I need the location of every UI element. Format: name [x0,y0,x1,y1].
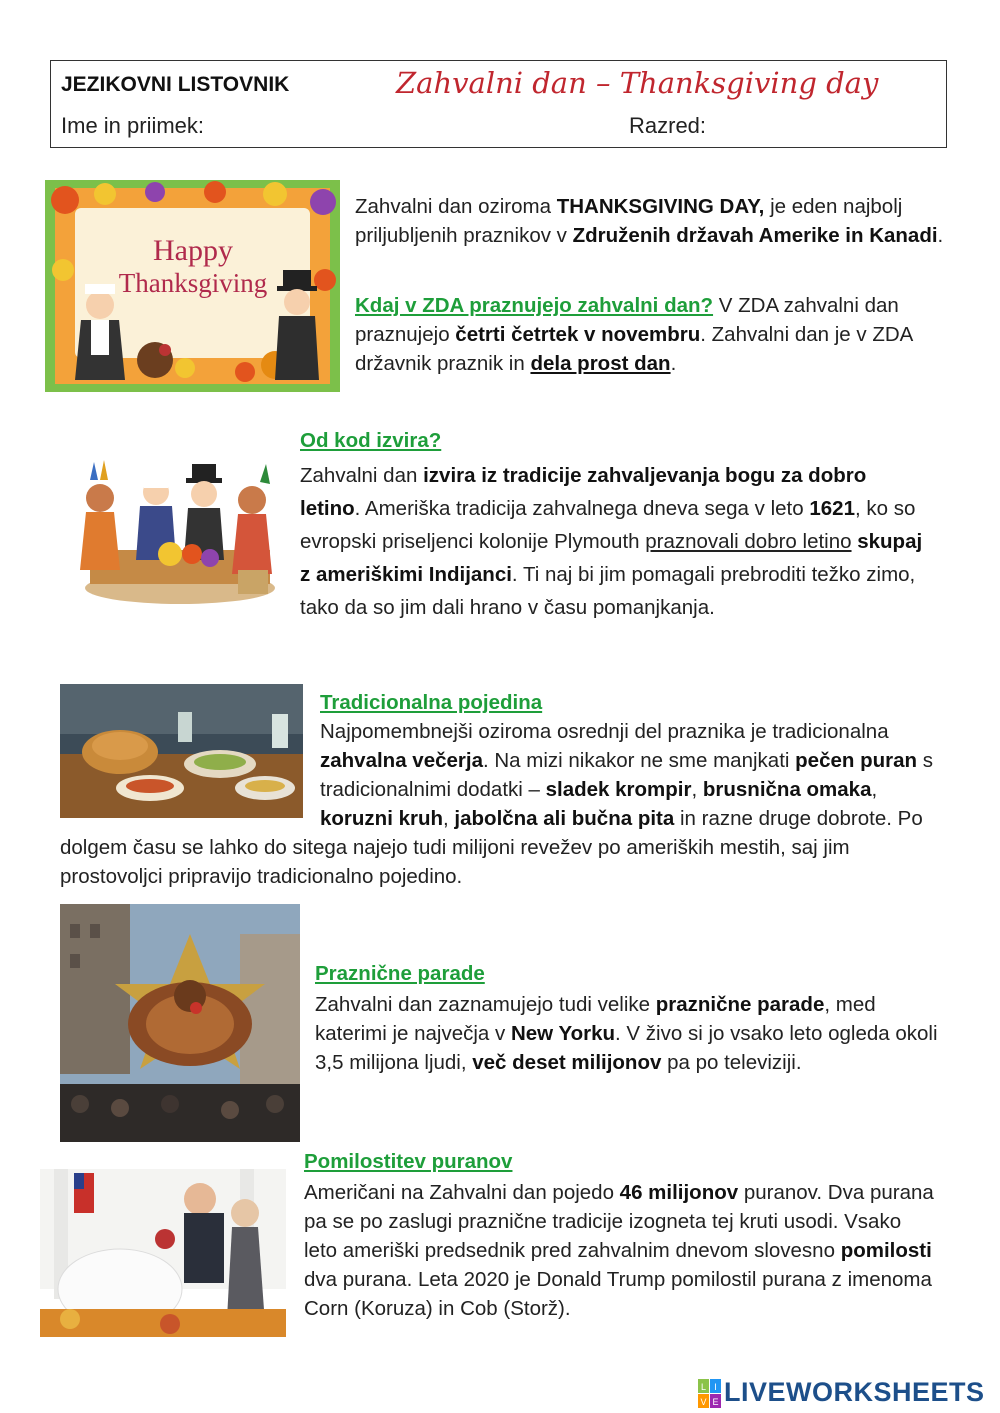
section-heading-parade: Praznične parade [315,962,485,985]
logo-letter-e: E [712,1397,719,1407]
name-field-label: Ime in priimek: [61,113,205,138]
logo-letter-i: I [714,1382,717,1392]
parade-paragraph: Zahvalni dan zaznamujejo tudi velike praznične parade, med katerimi je največja v New Yorku. V živo si jo vsako leto ogleda okoli 3,5 milijona ljudi, več deset milijonov pa po televiziji. [315,993,938,1074]
intro-paragraph: Zahvalni dan oziroma THANKSGIVING DAY, je eden najbolj priljubljenih praznikov v Združenih državah Amerike in Kanadi. [355,195,944,247]
logo-letter-l: L [700,1382,707,1392]
section-heading-meal: Tradicionalna pojedina [320,691,543,714]
liveworksheets-logo[interactable] [698,1377,994,1411]
pardon-paragraph: Američani na Zahvalni dan pojedo 46 milijonov puranov. Dva purana pa se po zaslugi praznične tradicije izogneta tej kruti usodi. Vsako leto ameriški predsednik pred zahvalnim dnevom slovesno pomilosti dva purana. Leta 2020 je Donald Trump pomilostil purana z imenoma Corn (Koruza) in Cob (Storž). [304,1181,934,1320]
worksheet-header [50,60,947,148]
meal-image-spacer [60,717,320,833]
section-heading-origin: Od kod izvira? [300,429,442,452]
turkey-pardon-image [40,1169,286,1337]
class-field-label: Razred: [629,113,707,138]
image-text-happy: Happy [153,234,233,267]
happy-thanksgiving-image [45,180,340,392]
liveworksheets-brand: LIVEWORKSHEETS [724,1377,985,1407]
liveworksheets-logo-icon [698,1379,722,1409]
logo-letter-v: V [700,1397,707,1407]
origin-paragraph: Zahvalni dan izvira iz tradicije zahvaljevanja bogu za dobro letino. Ameriška tradicija zahvalnega dneva sega v leto 1621, ko so evropski priseljenci kolonije Plymouth praznovali dobro letino skupaj z ameriškimi Indijanci. Ti naj bi jim pomagali prebroditi težko zimo, tako da so jim dali hrano v času pomanjkanja. [300,464,923,619]
section-heading-pardon: Pomilostitev puranov [304,1150,513,1173]
image-text-thanksgiving: Thanksgiving [118,268,268,298]
parade-balloon-image [60,904,300,1142]
worksheet-title: Zahvalni dan – Thanksgiving day [396,66,879,100]
when-question: Kdaj v ZDA praznujejo zahvalni dan? [355,294,714,317]
meal-paragraph: Najpomembnejši oziroma osrednji del praznika je tradicionalna zahvalna večerja. Na mizi nikakor ne sme manjkati pečen puran s tradicionalnimi dodatki – sladek krompir, brusnična omaka, koruzni kruh, jabolčna ali bučna pita in razne druge dobrote. Po dolgem času se lahko do sitega najejo tudi milijoni revežev po ameriških mestih, saj jim prostovoljci pripravijo tradicionalno pojedino. [60,717,940,891]
worksheet-label: JEZIKOVNI LISTOVNIK [61,73,290,96]
pilgrims-feast-image [60,450,288,608]
when-paragraph: Kdaj v ZDA praznujejo zahvalni dan? V ZDA zahvalni dan praznujejo četrti četrtek v novembru. Zahvalni dan je v ZDA državnik praznik in dela prost dan. [355,294,913,375]
